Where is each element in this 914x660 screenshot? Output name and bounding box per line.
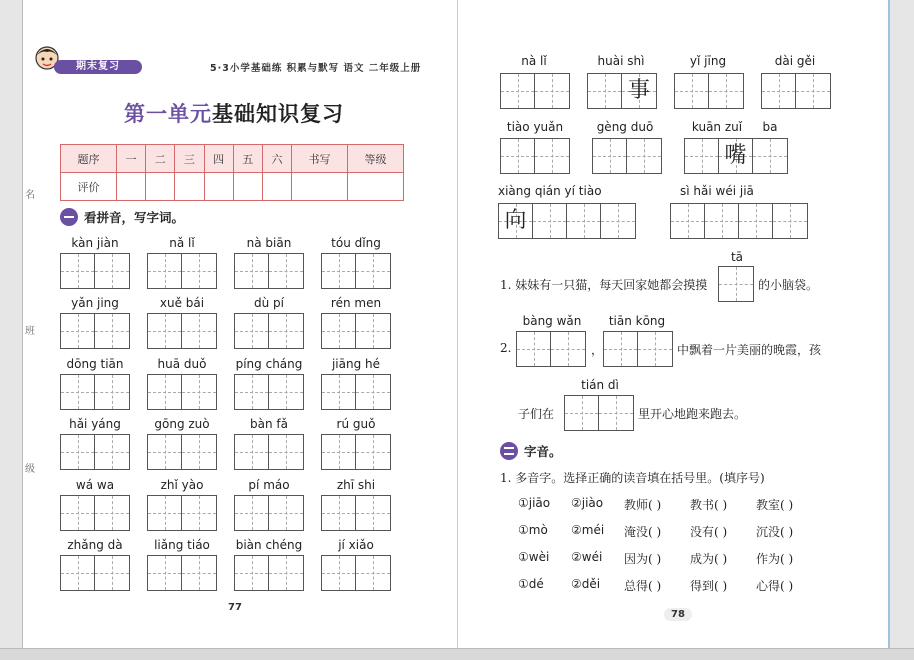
writing-grid[interactable] [321,495,391,531]
sentence-text: 里开心地跑来跑去。 [638,407,747,421]
pinyin-label: xiàng qián yí tiào [498,184,602,198]
pinyin-label: nǎ lǐ [169,236,195,250]
score-cell[interactable] [262,173,291,201]
polyphone-list [518,496,822,604]
unit-logo [32,44,142,74]
section-2-label: 字音。 [524,444,562,459]
polyphone-instruction: 1. 多音字。选择正确的读音填在括号里。(填序号) [500,471,765,485]
score-cell[interactable] [292,173,348,201]
score-header-cell: 四 [204,145,233,173]
pinyin-label: zhǐ yào [160,478,204,492]
score-header-cell: 五 [233,145,262,173]
writing-grid[interactable] [500,138,570,174]
sentence-text: 的小脑袋。 [758,278,819,292]
polyphone-row [518,496,822,523]
pinyin-label: rén men [330,296,382,310]
writing-grid[interactable] [234,253,304,289]
writing-grid[interactable] [234,495,304,531]
score-cell[interactable] [116,173,145,201]
pinyin-label: zhī shi [336,478,376,492]
writing-grid[interactable] [684,138,788,174]
sentence-text: 子们在 [518,407,555,421]
score-header-cell: 书写 [292,145,348,173]
writing-grid[interactable] [147,495,217,531]
reading-option: ②jiào [571,496,604,510]
writing-grid[interactable] [60,555,130,591]
review-badge: 期末复习 [54,60,142,74]
writing-grid[interactable] [321,253,391,289]
pinyin-label: zhǎng dà [67,538,123,552]
pinyin-label: tóu dǐng [331,236,381,250]
answer-blank[interactable]: 教师( ) [624,498,662,512]
writing-grid[interactable] [761,73,831,109]
page-title [124,98,344,128]
writing-grid[interactable] [603,331,673,367]
page-number-right: 78 [664,608,692,621]
bottom-scrollbar[interactable] [0,648,914,660]
writing-grid[interactable] [674,73,744,109]
score-header-cell: 等级 [348,145,404,173]
pinyin-label: yǐ jīng [689,54,727,68]
score-header-cell: 二 [146,145,175,173]
writing-grid[interactable] [321,374,391,410]
pinyin-label: bàng wǎn [522,314,582,328]
reading-option: ①dé [518,577,544,591]
answer-blank[interactable]: 得到( ) [690,579,728,593]
series-line: 5·3小学基础练 积累与默写 语文 二年级上册 [210,63,422,74]
pinyin-label: sì hǎi wéi jiā [680,184,754,198]
pinyin-label: ba [762,120,778,134]
pinyin-label: wá wa [75,478,115,492]
score-table [60,144,404,201]
section-1-heading [60,208,184,226]
pinyin-label: dù pí [254,296,284,310]
score-header-cell: 题序 [61,145,117,173]
pinyin-label: bàn fǎ [250,417,288,431]
section-2-heading [500,442,562,460]
writing-grid[interactable] [516,331,586,367]
pinyin-label: gōng zuò [154,417,210,431]
writing-grid[interactable] [234,434,304,470]
pinyin-label: huài shì [597,54,645,68]
writing-grid[interactable] [592,138,662,174]
pinyin-label: píng cháng [235,357,303,371]
pinyin-label: tā [730,250,744,264]
reading-option: ②méi [571,523,605,537]
writing-grid[interactable] [718,266,754,302]
side-mark: 级 [25,464,35,475]
score-eval-label: 评价 [61,173,117,201]
writing-grid[interactable] [60,313,130,349]
sentence-text: ， [591,343,604,357]
answer-blank[interactable]: 教室( ) [756,498,794,512]
side-mark: 班 [25,326,35,337]
reading-option: ②wéi [571,550,603,564]
writing-grid[interactable] [564,395,634,431]
pinyin-label: dōng tiān [66,357,124,371]
answer-blank[interactable]: 沉没( ) [756,525,794,539]
score-eval-row [61,173,404,201]
writing-grid[interactable] [147,434,217,470]
score-header-cell: 六 [262,145,291,173]
side-mark: 名 [25,190,35,201]
title-rest: 基础知识复习 [212,102,344,126]
section-two-icon [500,442,518,460]
writing-grid[interactable] [147,253,217,289]
section-one-icon [60,208,78,226]
pinyin-label: xuě bái [159,296,205,310]
writing-grid[interactable] [60,434,130,470]
sentence-text: 2. [500,341,512,355]
pinyin-label: dài gěi [774,54,816,68]
writing-grid[interactable] [321,434,391,470]
title-unit: 第一单元 [124,102,212,126]
sentence-text: 1. 妹妹有一只猫，每天回家她都会摸摸 [500,278,708,292]
filled-char: 嘴 [724,143,747,168]
pinyin-label: tiào yuǎn [506,120,564,134]
pinyin-label: hǎi yáng [69,417,121,431]
pinyin-label: kuān zuǐ [691,120,743,134]
pinyin-label: pí máo [248,478,290,492]
pinyin-label: nà biān [246,236,292,250]
writing-grid[interactable] [500,73,570,109]
answer-blank[interactable]: 教书( ) [690,498,728,512]
pinyin-label: yǎn jing [71,296,119,310]
score-cell[interactable] [233,173,262,201]
filled-char: 事 [627,78,650,103]
writing-grid[interactable] [670,203,808,239]
answer-blank[interactable]: 没有( ) [690,525,728,539]
polyphone-row [518,577,822,604]
writing-grid[interactable] [60,374,130,410]
pinyin-label: tián dì [581,378,619,392]
answer-blank[interactable]: 成为( ) [690,552,728,566]
pinyin-label: rú guǒ [336,417,376,431]
answer-blank[interactable]: 因为( ) [624,552,662,566]
reading-option: ①wèi [518,550,550,564]
writing-grid[interactable] [60,495,130,531]
score-header-row [61,145,404,173]
polyphone-row [518,550,822,577]
section-1-label: 看拼音，写字词。 [84,210,185,225]
reading-option: ①jiāo [518,496,551,510]
writing-grid[interactable] [498,203,636,239]
writing-grid[interactable] [234,555,304,591]
filled-char: 向 [504,208,527,233]
pinyin-label: nà lǐ [521,54,547,68]
sentence-text: 中飘着一片美丽的晚霞，孩 [677,343,822,357]
polyphone-row [518,523,822,550]
writing-grid[interactable] [147,555,217,591]
score-cell[interactable] [175,173,204,201]
score-header-cell: 一 [116,145,145,173]
reading-option: ①mò [518,523,548,537]
writing-grid[interactable] [60,253,130,289]
score-cell[interactable] [204,173,233,201]
pinyin-label: gèng duō [596,120,654,134]
pinyin-label: jiāng hé [331,357,381,371]
writing-grid[interactable] [321,555,391,591]
writing-grid[interactable] [234,374,304,410]
writing-grid[interactable] [147,313,217,349]
answer-blank[interactable]: 总得( ) [624,579,662,593]
pinyin-label: liǎng tiáo [154,538,210,552]
pinyin-label: kàn jiàn [71,236,119,250]
writing-grid[interactable] [234,313,304,349]
score-header-cell: 三 [175,145,204,173]
page-number-left: 77 [228,602,242,613]
pinyin-label: jí xiǎo [338,538,374,552]
score-cell[interactable] [348,173,404,201]
pinyin-label: biàn chéng [235,538,303,552]
writing-grid[interactable] [147,374,217,410]
writing-grid[interactable] [587,73,657,109]
reading-option: ②děi [571,577,601,591]
pinyin-label: huā duǒ [157,357,207,371]
answer-blank[interactable]: 作为( ) [756,552,794,566]
answer-blank[interactable]: 心得( ) [756,579,794,593]
pinyin-label: tiān kōng [608,314,666,328]
writing-grid[interactable] [321,313,391,349]
score-cell[interactable] [146,173,175,201]
answer-blank[interactable]: 淹没( ) [624,525,662,539]
